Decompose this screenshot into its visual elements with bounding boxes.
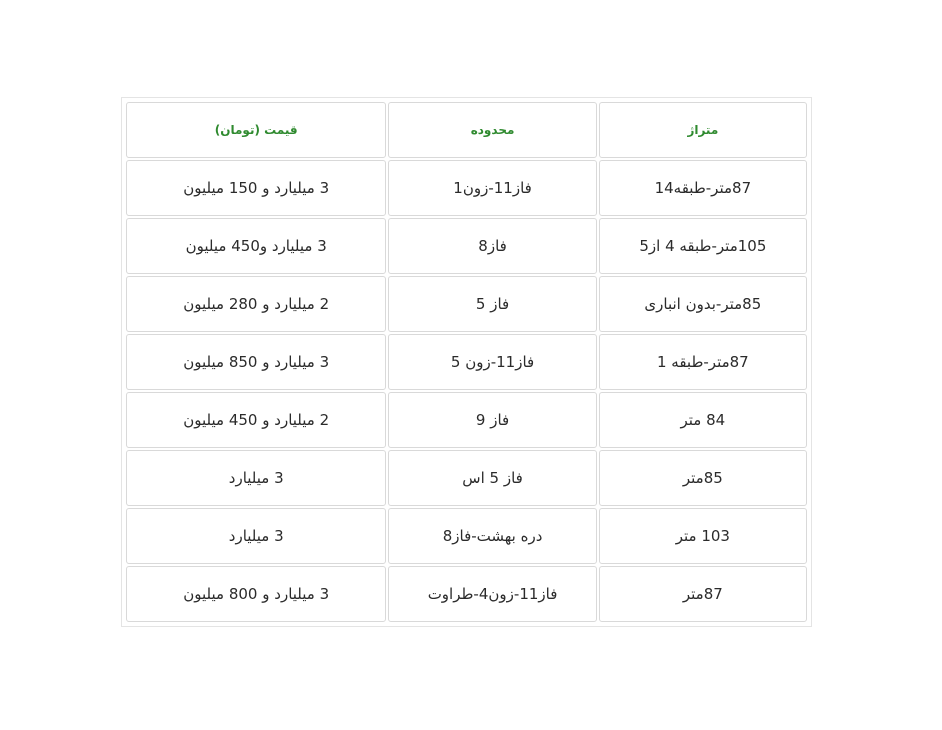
table-row	[126, 218, 807, 274]
cell-area: 87متر	[599, 566, 807, 622]
header-price: قیمت (تومان)	[126, 102, 386, 158]
table-row	[126, 160, 807, 216]
cell-price: 3 میلیارد و 150 میلیون	[126, 160, 386, 216]
cell-price: 2 میلیارد و 450 میلیون	[126, 392, 386, 448]
cell-location: فاز11-زون 5	[388, 334, 596, 390]
cell-location: دره بهشت-فاز8	[388, 508, 596, 564]
cell-price: 2 میلیارد و 280 میلیون	[126, 276, 386, 332]
table-row	[126, 392, 807, 448]
header-location: محدوده	[388, 102, 596, 158]
header-area: متراژ	[599, 102, 807, 158]
cell-area: 103 متر	[599, 508, 807, 564]
cell-area: 85متر	[599, 450, 807, 506]
cell-price: 3 میلیارد	[126, 508, 386, 564]
cell-location: فاز 9	[388, 392, 596, 448]
cell-location: فاز11-زون4-طراوت	[388, 566, 596, 622]
cell-location: فاز8	[388, 218, 596, 274]
cell-area: 87متر-طبقه 1	[599, 334, 807, 390]
cell-location: فاز 5 اس	[388, 450, 596, 506]
cell-price: 3 میلیارد و450 میلیون	[126, 218, 386, 274]
table-row	[126, 508, 807, 564]
price-table	[124, 100, 809, 624]
table-row	[126, 276, 807, 332]
cell-price: 3 میلیارد و 850 میلیون	[126, 334, 386, 390]
cell-area: 87متر-طبقه14	[599, 160, 807, 216]
cell-area: 105متر-طبقه 4 از5	[599, 218, 807, 274]
table-row	[126, 334, 807, 390]
cell-area: 84 متر	[599, 392, 807, 448]
table-row	[126, 566, 807, 622]
table-row	[126, 450, 807, 506]
price-table-container	[121, 97, 812, 627]
cell-location: فاز11-زون1	[388, 160, 596, 216]
table-header-row	[126, 102, 807, 158]
cell-price: 3 میلیارد و 800 میلیون	[126, 566, 386, 622]
cell-location: فاز 5	[388, 276, 596, 332]
cell-area: 85متر-بدون انباری	[599, 276, 807, 332]
cell-price: 3 میلیارد	[126, 450, 386, 506]
